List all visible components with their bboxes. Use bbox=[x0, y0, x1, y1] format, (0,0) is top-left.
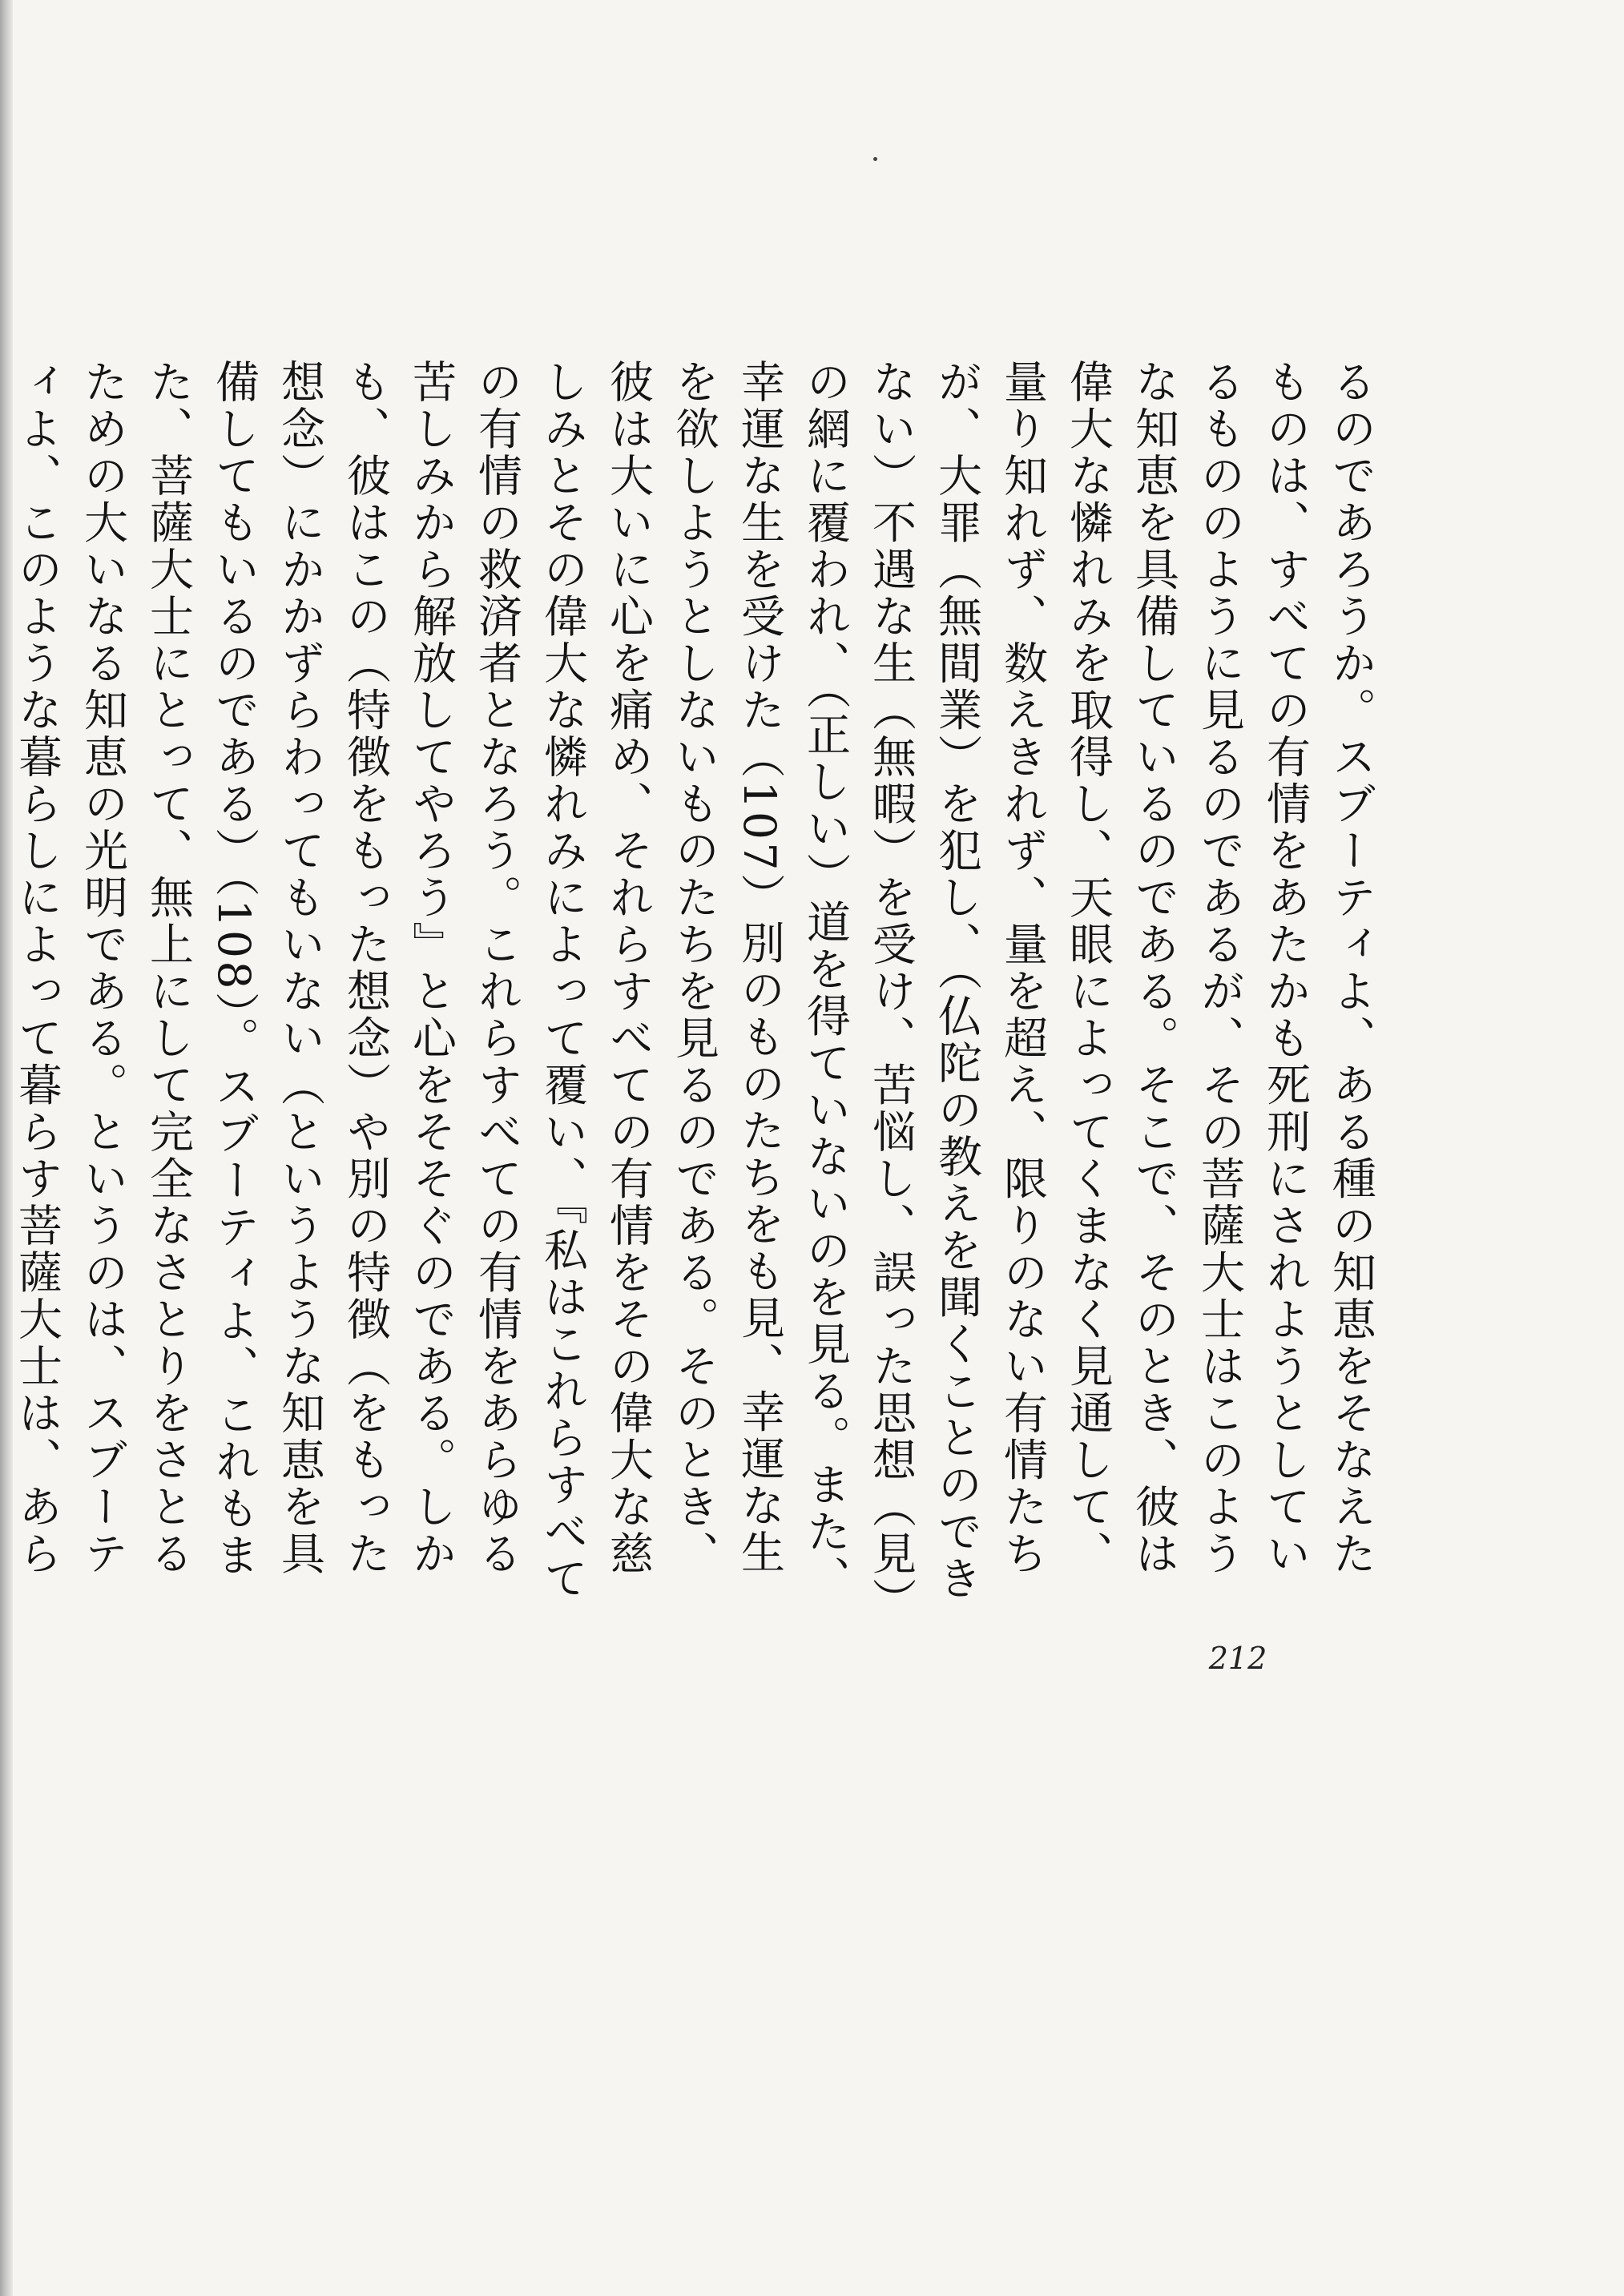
paragraph-1: るのであろうか。スブーティよ、ある種の知恵をそなえたものは、すべての有情をあたかも死刑にされようとしているもののように見るのであるが、その菩薩大士はこのような知恵を具備しているのである。そこで、そのとき、彼は偉大な憐れみを取得し、天眼によってくまなく見通して、量り知れず、数えきれず、量を超え、限りのない有情たちが、大罪（無間業）を犯し、（仏陀の教えを聞くことのできない）不遇な生（無暇）を受け、苦悩し、誤った思想（見）の網に覆われ、（正しい）道を得ていないのを見る。また、幸運な生を受けた（107）別のものたちをも見、幸運な生を欲しようとしないものたちを見るのである。そのとき、彼は大いに心を痛め、それらすべての有情をその偉大な慈しみとその偉大な憐れみによって覆い、『私はこれらすべての有情の救済者となろう。これらすべての有情をあらゆる苦しみから解放してやろう』と心をそそぐのである。しかも、彼はこの（特徴をもった想念）や別の特徴（をもった想念）にかかずらわってもいない（というような知恵を具備してもいるのである）（108）。スブーティよ、これもまた、菩薩大士にとって、無上にして完全なさとりをさとるための大いなる知恵の光明である。というのは、スブーティよ、このような暮らしによって暮らす菩薩大士は、あら bbox=[11, 359, 1376, 1602]
page-number: 212 bbox=[1208, 1641, 1267, 1676]
print-speck bbox=[873, 157, 877, 161]
vertical-text-body bbox=[11, 359, 1384, 1617]
